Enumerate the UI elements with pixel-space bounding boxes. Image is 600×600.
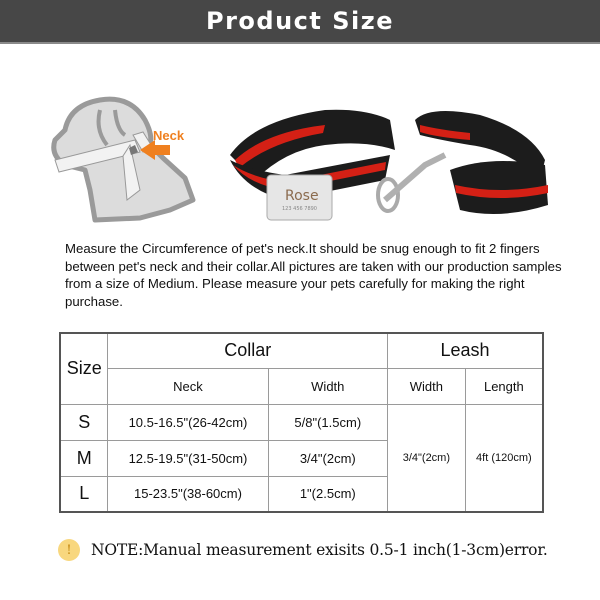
collar-tag-number: 123 456 7890 xyxy=(282,206,317,212)
note xyxy=(58,539,548,561)
leash-width-header: Width xyxy=(388,368,466,404)
size-header: Size xyxy=(60,333,108,404)
size-cell: M xyxy=(60,440,108,476)
leash-length-cell: 4ft (120cm) xyxy=(465,404,543,512)
page-title: Product Size xyxy=(206,7,394,35)
width-cell: 1"(2.5cm) xyxy=(268,476,387,512)
dog-neck-illustration xyxy=(45,90,215,230)
neck-label: Neck xyxy=(153,128,185,143)
size-cell: L xyxy=(60,476,108,512)
neck-cell: 10.5-16.5"(26-42cm) xyxy=(108,404,268,440)
collar-header: Collar xyxy=(108,333,388,368)
width-cell: 3/4"(2cm) xyxy=(268,440,387,476)
size-cell: S xyxy=(60,404,108,440)
collar-width-header: Width xyxy=(268,368,387,404)
table-row xyxy=(60,404,543,440)
leash-length-header: Length xyxy=(465,368,543,404)
width-cell: 5/8"(1.5cm) xyxy=(268,404,387,440)
leash-header: Leash xyxy=(388,333,543,368)
title-banner xyxy=(0,0,600,44)
size-chart-table xyxy=(59,332,544,513)
leash-width-cell: 3/4"(2cm) xyxy=(388,404,466,512)
collar-tag-name: Rose xyxy=(285,188,319,204)
description-text: Measure the Circumference of pet's neck.It should be snug enough to fit 2 fingers between pet's neck and their collar.All pictures are taken with our production samples from a size of Medium. Please measure your pets carefully for making the right purchase. xyxy=(65,241,562,309)
leash-illustration xyxy=(370,100,570,225)
neck-cell: 12.5-19.5"(31-50cm) xyxy=(108,440,268,476)
exclamation-icon: ! xyxy=(58,539,80,561)
collar-neck-header: Neck xyxy=(108,368,268,404)
neck-cell: 15-23.5"(38-60cm) xyxy=(108,476,268,512)
note-text: NOTE:Manual measurement exisits 0.5-1 inch(1-3cm)error. xyxy=(91,541,548,559)
